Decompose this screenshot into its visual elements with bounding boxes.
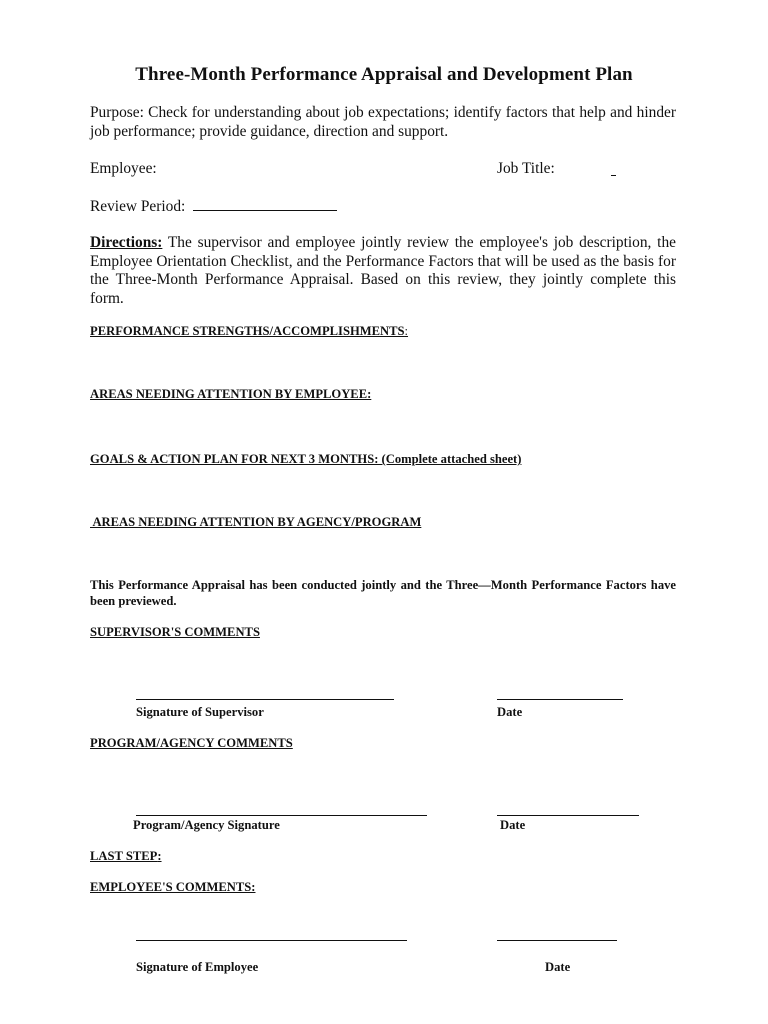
review-period-label: Review Period: xyxy=(90,198,186,215)
employee-signature-label: Signature of Employee xyxy=(136,960,259,974)
joint-appraisal-statement: This Performance Appraisal has been conducted jointly and the Three—Month Performance Factors have been previewed. xyxy=(90,578,676,608)
review-period-field xyxy=(90,197,337,216)
employee-date-line[interactable] xyxy=(497,940,617,941)
employee-date-label: Date xyxy=(545,960,571,974)
purpose-paragraph: Purpose: Check for understanding about job expectations; identify factors that help and hinder job performance; provide guidance, direction and support. xyxy=(90,104,676,140)
heading-strengths-text: PERFORMANCE STRENGTHS/ACCOMPLISHMENTS xyxy=(90,324,405,338)
directions-paragraph xyxy=(90,234,676,308)
heading-program-agency-comments: PROGRAM/AGENCY COMMENTS xyxy=(90,736,293,750)
last-step-text: LAST STEP xyxy=(90,849,158,863)
directions-text: The supervisor and employee jointly review the employee's job description, the Employee Orientation Checklist, and the Performance Factors that will be used as the basis for the Three-Month Performance Appraisal. Based on this review, they jointly complete this form. xyxy=(90,234,676,307)
employee-signature-line[interactable] xyxy=(136,940,407,941)
job-title-field-label: Job Title: xyxy=(497,160,555,177)
heading-supervisor-comments: SUPERVISOR'S COMMENTS xyxy=(90,625,260,639)
supervisor-signature-line[interactable] xyxy=(136,699,394,700)
directions-label: Directions: xyxy=(90,234,163,251)
supervisor-date-label: Date xyxy=(497,705,523,719)
program-date-label: Date xyxy=(500,818,526,832)
last-step-colon: : xyxy=(157,849,162,863)
review-period-blank-line[interactable] xyxy=(193,197,337,211)
heading-attention-employee: AREAS NEEDING ATTENTION BY EMPLOYEE: xyxy=(90,387,372,401)
supervisor-date-line[interactable] xyxy=(497,699,623,700)
job-title-blank-line[interactable] xyxy=(611,175,616,176)
heading-strengths-colon: : xyxy=(404,324,409,338)
heading-employee-comments: EMPLOYEE'S COMMENTS: xyxy=(90,880,256,894)
supervisor-signature-label: Signature of Supervisor xyxy=(136,705,264,719)
program-signature-label: Program/Agency Signature xyxy=(133,818,280,832)
employee-field-label: Employee: xyxy=(90,160,157,177)
heading-last-step xyxy=(90,849,162,864)
program-signature-line[interactable] xyxy=(136,815,427,816)
heading-goals-action-plan: GOALS & ACTION PLAN FOR NEXT 3 MONTHS: (Complete attached sheet) xyxy=(90,452,522,466)
heading-attention-agency: AREAS NEEDING ATTENTION BY AGENCY/PROGRAM xyxy=(90,515,422,529)
program-date-line[interactable] xyxy=(497,815,639,816)
heading-performance-strengths xyxy=(90,324,408,339)
document-title: Three-Month Performance Appraisal and Development Plan xyxy=(135,64,633,85)
